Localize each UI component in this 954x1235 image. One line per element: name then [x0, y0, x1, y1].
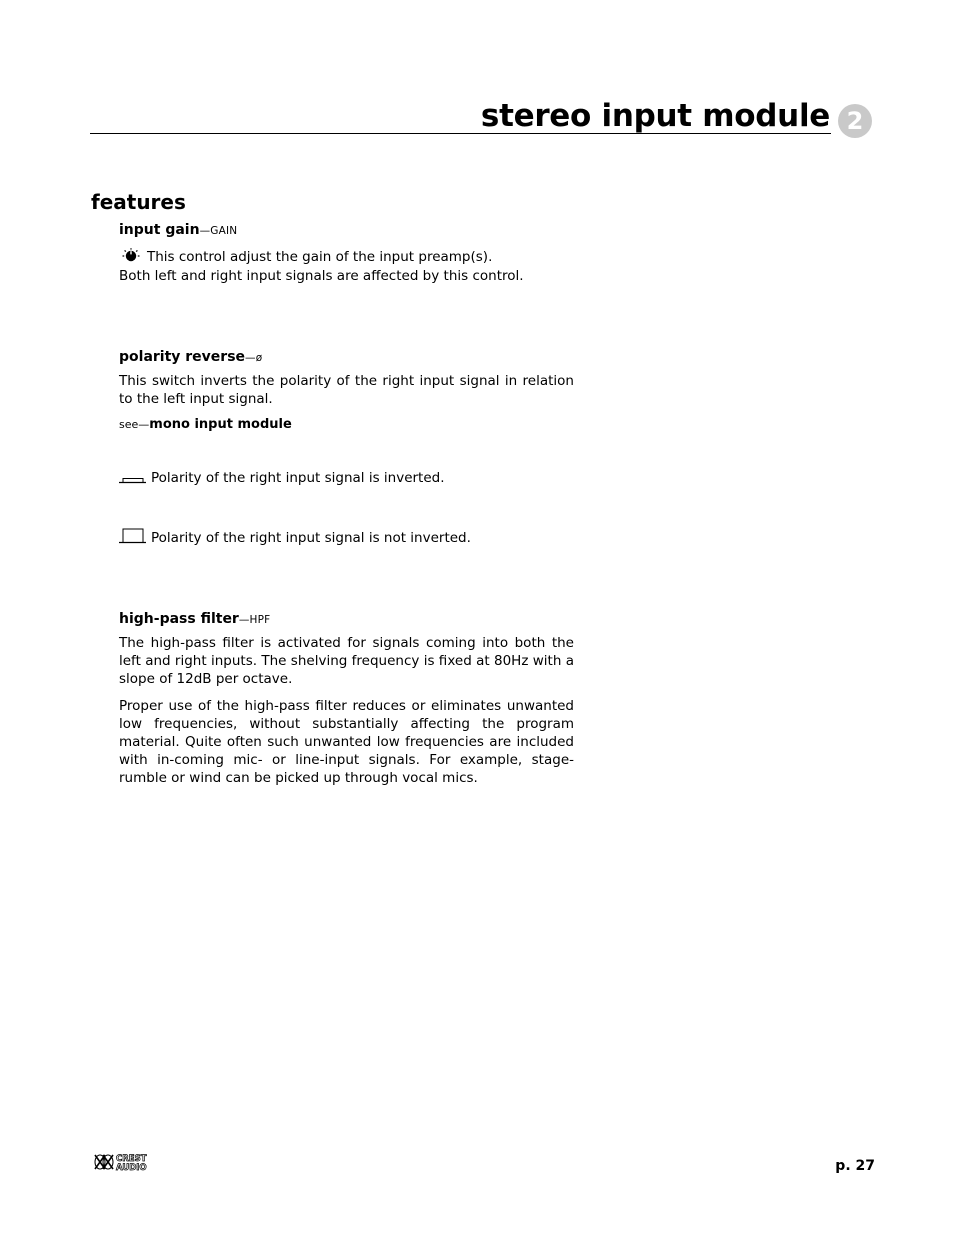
high-pass-filter-name: high-pass filter: [119, 611, 239, 627]
see-label: see—: [119, 418, 150, 431]
see-reference-link: mono input module: [149, 417, 292, 432]
input-gain-line2: Both left and right input signals are affected by this control.: [119, 268, 524, 284]
page-title: stereo input module: [480, 98, 830, 134]
page-number: p. 27: [835, 1158, 875, 1174]
input-gain-line1: This control adjust the gain of the input preamp(s).: [147, 249, 493, 265]
chapter-badge: 2: [838, 104, 872, 138]
crest-audio-logo: [93, 1152, 161, 1172]
switch-pressed-icon: [119, 474, 147, 484]
high-pass-filter-heading: [119, 611, 270, 627]
input-gain-name: input gain: [119, 222, 200, 238]
svg-text:AUDIO: AUDIO: [116, 1163, 147, 1172]
polarity-reverse-tag: —ø: [245, 352, 263, 364]
svg-text:CREST: CREST: [116, 1154, 147, 1164]
input-gain-heading: [119, 222, 237, 238]
input-gain-tag: —GAIN: [199, 225, 238, 237]
see-reference: [119, 417, 292, 432]
header-rule: [90, 133, 831, 134]
polarity-reverse-name: polarity reverse: [119, 349, 246, 365]
released-state-text: Polarity of the right input signal is not inverted.: [151, 530, 471, 546]
pressed-state-text: Polarity of the right input signal is inverted.: [151, 470, 445, 486]
knob-icon: [121, 248, 141, 264]
high-pass-filter-paragraph-2: Proper use of the high-pass filter reduces or eliminates unwanted low frequencies, without substantially affecting the program material. Quite often such unwanted low frequencies are included with in-coming mic- or line-input signals. For example, stage-rumble or wind can be picked up through vocal mics.: [119, 698, 574, 786]
polarity-description: This switch inverts the polarity of the right input signal in relation to the left input signal.: [119, 373, 574, 407]
high-pass-filter-tag: —HPF: [238, 614, 271, 626]
polarity-reverse-heading: [119, 349, 262, 365]
high-pass-filter-paragraph-1: The high-pass filter is activated for signals coming into both the left and right inputs. The shelving frequency is fixed at 80Hz with a slope of 12dB per octave.: [119, 635, 574, 687]
switch-released-icon: [119, 528, 147, 544]
section-heading: features: [91, 190, 186, 214]
